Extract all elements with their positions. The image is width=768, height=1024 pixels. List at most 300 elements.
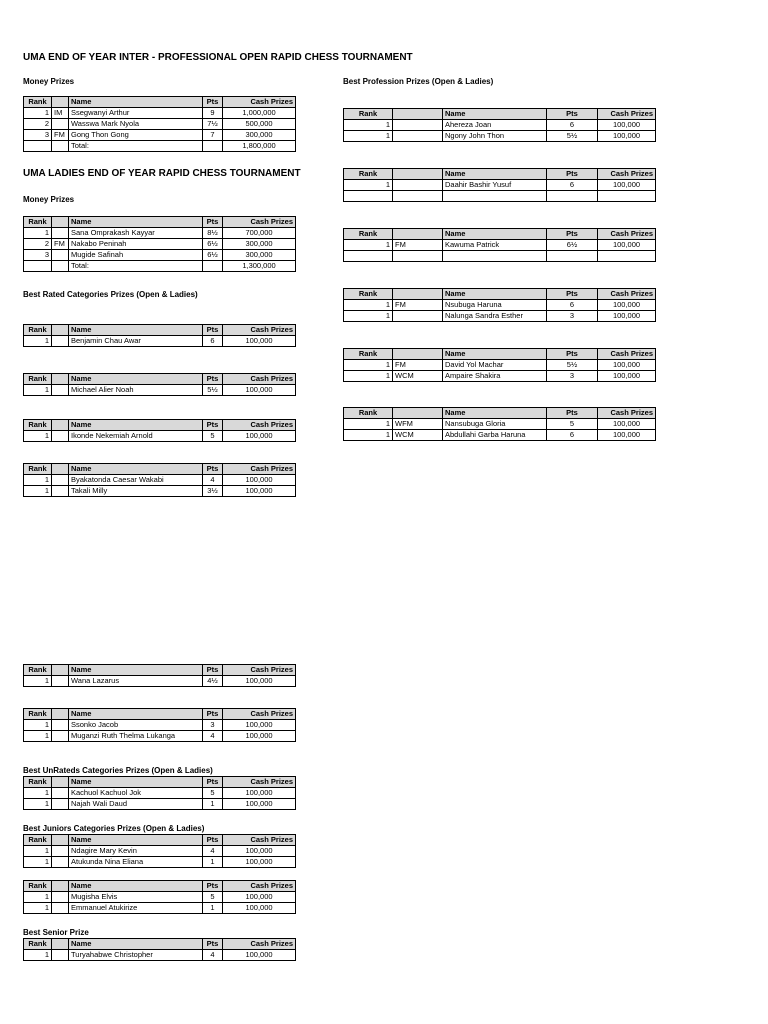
table-header-row <box>24 835 296 846</box>
header-title <box>52 325 69 336</box>
cell-rank: 3 <box>24 130 52 141</box>
cell-cash: 100,000 <box>223 731 296 742</box>
cell-rank: 1 <box>344 371 393 382</box>
table-row <box>24 676 296 687</box>
header-rank: Rank <box>24 464 52 475</box>
header-cash: Cash Prizes <box>223 881 296 892</box>
cell-pts <box>203 261 223 272</box>
cell-pts: 5 <box>203 892 223 903</box>
header-pts: Pts <box>203 97 223 108</box>
cell-cash <box>598 251 656 262</box>
cell-name: Wana Lazarus <box>69 676 203 687</box>
cell-rank: 1 <box>24 846 52 857</box>
header-name: Name <box>69 325 203 336</box>
header-cash: Cash Prizes <box>223 97 296 108</box>
header-rank: Rank <box>344 408 393 419</box>
cell-title <box>393 311 443 322</box>
cell-title <box>52 731 69 742</box>
cell-rank: 1 <box>24 720 52 731</box>
cell-rank: 1 <box>344 120 393 131</box>
header-name: Name <box>69 835 203 846</box>
cell-name: Turyahabwe Christopher <box>69 950 203 961</box>
cell-title <box>52 892 69 903</box>
cell-name: Najah Wali Daud <box>69 799 203 810</box>
cell-name: Nansubuga Gloria <box>443 419 547 430</box>
cell-title: FM <box>52 130 69 141</box>
cell-name: Nalunga Sandra Esther <box>443 311 547 322</box>
money-prizes-open-table <box>23 96 296 152</box>
cell-title <box>393 191 443 202</box>
table-header-row <box>24 374 296 385</box>
cell-name <box>443 191 547 202</box>
header-title <box>393 408 443 419</box>
cell-pts <box>547 191 598 202</box>
cell-cash: 100,000 <box>223 788 296 799</box>
cell-name: Mugide Safinah <box>69 250 203 261</box>
cell-title <box>52 486 69 497</box>
table-header-row <box>24 420 296 431</box>
cell-cash: 100,000 <box>598 180 656 191</box>
cell-name: Muganzi Ruth Thelma Lukanga <box>69 731 203 742</box>
cell-pts: 9 <box>203 108 223 119</box>
cell-cash: 100,000 <box>598 120 656 131</box>
cell-cash: 100,000 <box>223 903 296 914</box>
header-title <box>393 229 443 240</box>
table-header-row <box>24 97 296 108</box>
section-money-prizes-ladies: Money Prizes <box>23 195 75 204</box>
header-name: Name <box>69 881 203 892</box>
header-pts: Pts <box>547 289 598 300</box>
table-header-row <box>24 217 296 228</box>
table-row <box>24 336 296 347</box>
table-row <box>344 131 656 142</box>
cell-name: Kawuma Patrick <box>443 240 547 251</box>
cell-cash: 100,000 <box>223 676 296 687</box>
cell-rank: 1 <box>24 731 52 742</box>
header-title <box>52 420 69 431</box>
profession-table-5 <box>343 348 656 382</box>
cell-name: Abdullahi Garba Haruna <box>443 430 547 441</box>
cell-rank <box>24 141 52 152</box>
table-row <box>24 130 296 141</box>
header-pts: Pts <box>203 835 223 846</box>
header-rank: Rank <box>24 325 52 336</box>
header-pts: Pts <box>203 665 223 676</box>
cell-rank <box>344 191 393 202</box>
cell-cash: 300,000 <box>223 250 296 261</box>
cell-name: Ahereza Joan <box>443 120 547 131</box>
cell-rank: 1 <box>344 131 393 142</box>
cell-title: WCM <box>393 371 443 382</box>
header-title <box>52 97 69 108</box>
header-cash: Cash Prizes <box>598 109 656 120</box>
section-best-profession: Best Profession Prizes (Open & Ladies) <box>343 77 494 86</box>
cell-title <box>52 720 69 731</box>
cell-name: Gong Thon Gong <box>69 130 203 141</box>
profession-table-4 <box>343 288 656 322</box>
cell-rank: 1 <box>24 676 52 687</box>
cell-pts: 5 <box>203 788 223 799</box>
cell-pts: 4 <box>203 846 223 857</box>
cell-cash: 1,300,000 <box>223 261 296 272</box>
cell-name: Total: <box>69 261 203 272</box>
header-cash: Cash Prizes <box>598 169 656 180</box>
cell-pts: 6 <box>203 336 223 347</box>
cell-rank <box>24 261 52 272</box>
header-cash: Cash Prizes <box>598 349 656 360</box>
cell-rank: 1 <box>344 360 393 371</box>
cell-rank: 1 <box>24 857 52 868</box>
header-title <box>393 289 443 300</box>
table-row <box>24 846 296 857</box>
juniors-category-table-1 <box>23 834 296 868</box>
cell-name: Atukunda Nina Eliana <box>69 857 203 868</box>
cell-title <box>52 903 69 914</box>
cell-name: Ssegwanyi Arthur <box>69 108 203 119</box>
cell-cash: 100,000 <box>223 431 296 442</box>
table-row <box>344 430 656 441</box>
header-pts: Pts <box>203 420 223 431</box>
header-title <box>393 169 443 180</box>
cell-cash: 100,000 <box>598 430 656 441</box>
table-row <box>344 419 656 430</box>
header-rank: Rank <box>24 217 52 228</box>
cell-pts <box>203 141 223 152</box>
cell-rank: 1 <box>24 799 52 810</box>
cell-cash: 100,000 <box>223 799 296 810</box>
table-header-row <box>344 349 656 360</box>
header-title <box>52 374 69 385</box>
header-pts: Pts <box>203 777 223 788</box>
table-row <box>344 251 656 262</box>
cell-pts: 4 <box>203 731 223 742</box>
header-pts: Pts <box>203 939 223 950</box>
profession-table-2 <box>343 168 656 202</box>
cell-pts: 6½ <box>547 240 598 251</box>
header-rank: Rank <box>344 109 393 120</box>
header-name: Name <box>69 939 203 950</box>
header-pts: Pts <box>547 169 598 180</box>
cell-pts: 3 <box>203 720 223 731</box>
header-pts: Pts <box>547 229 598 240</box>
cell-name: Daahir Bashir Yusuf <box>443 180 547 191</box>
table-row <box>24 799 296 810</box>
header-cash: Cash Prizes <box>223 464 296 475</box>
cell-name: Takali Milly <box>69 486 203 497</box>
header-cash: Cash Prizes <box>598 289 656 300</box>
cell-pts: 3½ <box>203 486 223 497</box>
cell-title: WCM <box>393 430 443 441</box>
cell-title <box>52 799 69 810</box>
header-pts: Pts <box>203 709 223 720</box>
table-row <box>344 311 656 322</box>
table-header-row <box>24 777 296 788</box>
cell-cash: 100,000 <box>598 240 656 251</box>
header-title <box>52 217 69 228</box>
cell-cash: 100,000 <box>223 385 296 396</box>
cell-cash: 100,000 <box>598 300 656 311</box>
header-title <box>52 835 69 846</box>
cell-rank: 1 <box>344 240 393 251</box>
header-cash: Cash Prizes <box>223 420 296 431</box>
cell-cash: 100,000 <box>223 950 296 961</box>
header-rank: Rank <box>344 229 393 240</box>
cell-name: Wasswa Mark Nyola <box>69 119 203 130</box>
header-name: Name <box>69 709 203 720</box>
header-title <box>52 777 69 788</box>
header-cash: Cash Prizes <box>223 777 296 788</box>
cell-cash: 100,000 <box>223 846 296 857</box>
cell-title <box>393 251 443 262</box>
cell-title <box>52 385 69 396</box>
cell-name: Nsubuga Haruna <box>443 300 547 311</box>
header-rank: Rank <box>344 349 393 360</box>
senior-prize-table <box>23 938 296 961</box>
cell-name: Nakabo Peninah <box>69 239 203 250</box>
cell-pts: 3 <box>547 371 598 382</box>
header-name: Name <box>69 777 203 788</box>
cell-pts: 1 <box>203 799 223 810</box>
header-name: Name <box>69 665 203 676</box>
header-cash: Cash Prizes <box>598 229 656 240</box>
cell-title: FM <box>393 360 443 371</box>
header-cash: Cash Prizes <box>223 217 296 228</box>
rated-category-table-4 <box>23 463 296 497</box>
cell-title <box>52 431 69 442</box>
cell-pts: 1 <box>203 857 223 868</box>
cell-rank: 1 <box>24 788 52 799</box>
cell-cash: 100,000 <box>223 720 296 731</box>
cell-name: Emmanuel Atukirize <box>69 903 203 914</box>
header-pts: Pts <box>203 325 223 336</box>
table-header-row <box>344 169 656 180</box>
header-cash: Cash Prizes <box>223 939 296 950</box>
header-rank: Rank <box>24 374 52 385</box>
rated-category-table-3 <box>23 419 296 442</box>
profession-table-1 <box>343 108 656 142</box>
table-row <box>24 261 296 272</box>
cell-rank: 1 <box>24 108 52 119</box>
unrated-category-table <box>23 776 296 810</box>
header-title <box>393 109 443 120</box>
table-row <box>344 240 656 251</box>
table-row <box>344 300 656 311</box>
table-header-row <box>24 325 296 336</box>
cell-title: WFM <box>393 419 443 430</box>
profession-table-3 <box>343 228 656 262</box>
cell-name: Total: <box>69 141 203 152</box>
cell-rank: 1 <box>24 892 52 903</box>
cell-title <box>52 228 69 239</box>
cell-cash: 100,000 <box>598 311 656 322</box>
table-header-row <box>24 939 296 950</box>
header-pts: Pts <box>547 349 598 360</box>
cell-pts: 1 <box>203 903 223 914</box>
cell-rank: 1 <box>344 419 393 430</box>
cell-name <box>443 251 547 262</box>
cell-name: Benjamin Chau Awar <box>69 336 203 347</box>
cell-pts: 7½ <box>203 119 223 130</box>
cell-pts: 6½ <box>203 239 223 250</box>
cell-pts: 7 <box>203 130 223 141</box>
cell-title: FM <box>52 239 69 250</box>
cell-rank: 1 <box>24 431 52 442</box>
header-title <box>52 665 69 676</box>
table-row <box>24 239 296 250</box>
cell-name: Ampaire Shakira <box>443 371 547 382</box>
table-row <box>24 119 296 130</box>
cell-pts: 6 <box>547 120 598 131</box>
table-row <box>24 731 296 742</box>
table-header-row <box>24 464 296 475</box>
header-rank: Rank <box>24 665 52 676</box>
cell-cash: 100,000 <box>223 336 296 347</box>
table-row <box>344 360 656 371</box>
cell-title <box>52 336 69 347</box>
cell-pts: 5 <box>547 419 598 430</box>
page-title: UMA END OF YEAR INTER - PROFESSIONAL OPEN RAPID CHESS TOURNAMENT <box>23 52 413 63</box>
cell-title: FM <box>393 300 443 311</box>
cell-title <box>393 120 443 131</box>
cell-title <box>52 950 69 961</box>
cell-name: Ssonko Jacob <box>69 720 203 731</box>
cell-cash: 1,000,000 <box>223 108 296 119</box>
cell-title <box>52 846 69 857</box>
section-best-senior: Best Senior Prize <box>23 928 89 937</box>
cell-pts: 5½ <box>203 385 223 396</box>
header-title <box>52 939 69 950</box>
table-row <box>344 191 656 202</box>
header-pts: Pts <box>203 881 223 892</box>
cell-pts: 5½ <box>547 131 598 142</box>
cell-name: Mugisha Elvis <box>69 892 203 903</box>
header-name: Name <box>69 420 203 431</box>
cell-cash: 1,800,000 <box>223 141 296 152</box>
rated-category-table-2 <box>23 373 296 396</box>
profession-table-6 <box>343 407 656 441</box>
header-title <box>52 709 69 720</box>
cell-pts: 4 <box>203 950 223 961</box>
header-name: Name <box>443 349 547 360</box>
cell-cash <box>598 191 656 202</box>
table-row <box>24 788 296 799</box>
cell-pts: 8½ <box>203 228 223 239</box>
table-row <box>24 475 296 486</box>
table-header-row <box>344 408 656 419</box>
cell-cash: 100,000 <box>598 131 656 142</box>
header-rank: Rank <box>344 169 393 180</box>
cell-rank: 1 <box>24 336 52 347</box>
cell-name: Ndagire Mary Kevin <box>69 846 203 857</box>
header-name: Name <box>443 109 547 120</box>
cell-rank: 1 <box>24 228 52 239</box>
header-rank: Rank <box>24 939 52 950</box>
table-row <box>24 141 296 152</box>
table-row <box>344 371 656 382</box>
cell-cash: 300,000 <box>223 239 296 250</box>
header-name: Name <box>443 408 547 419</box>
cell-cash: 100,000 <box>223 475 296 486</box>
cell-pts: 5½ <box>547 360 598 371</box>
header-rank: Rank <box>24 835 52 846</box>
table-row <box>24 903 296 914</box>
rated-category-table-1 <box>23 324 296 347</box>
cell-cash: 100,000 <box>223 857 296 868</box>
cell-pts: 4½ <box>203 676 223 687</box>
header-rank: Rank <box>24 777 52 788</box>
table-row <box>24 228 296 239</box>
section-money-prizes-open: Money Prizes <box>23 77 75 86</box>
cell-cash: 500,000 <box>223 119 296 130</box>
cell-rank: 1 <box>24 950 52 961</box>
header-name: Name <box>69 464 203 475</box>
header-cash: Cash Prizes <box>223 709 296 720</box>
cell-title <box>52 857 69 868</box>
header-pts: Pts <box>203 217 223 228</box>
table-header-row <box>24 881 296 892</box>
juniors-category-table-2 <box>23 880 296 914</box>
cell-pts: 4 <box>203 475 223 486</box>
cell-pts: 3 <box>547 311 598 322</box>
table-row <box>24 250 296 261</box>
header-rank: Rank <box>24 420 52 431</box>
cell-title <box>393 180 443 191</box>
cell-title <box>52 250 69 261</box>
cell-pts: 6½ <box>203 250 223 261</box>
cell-pts: 6 <box>547 300 598 311</box>
cell-rank: 1 <box>24 475 52 486</box>
header-pts: Pts <box>547 109 598 120</box>
header-pts: Pts <box>203 374 223 385</box>
header-name: Name <box>69 97 203 108</box>
cell-pts: 5 <box>203 431 223 442</box>
header-name: Name <box>443 229 547 240</box>
cell-rank: 2 <box>24 239 52 250</box>
header-name: Name <box>443 289 547 300</box>
cell-rank: 1 <box>344 311 393 322</box>
header-cash: Cash Prizes <box>223 325 296 336</box>
cell-name: Sana Omprakash Kayyar <box>69 228 203 239</box>
header-cash: Cash Prizes <box>223 665 296 676</box>
money-prizes-ladies-table <box>23 216 296 272</box>
table-header-row <box>24 709 296 720</box>
header-name: Name <box>69 374 203 385</box>
ladies-title: UMA LADIES END OF YEAR RAPID CHESS TOURNAMENT <box>23 168 301 179</box>
table-header-row <box>24 665 296 676</box>
cell-rank: 1 <box>24 903 52 914</box>
cell-cash: 100,000 <box>598 360 656 371</box>
cell-cash: 700,000 <box>223 228 296 239</box>
table-header-row <box>344 229 656 240</box>
cell-pts <box>547 251 598 262</box>
cell-title <box>52 261 69 272</box>
cell-title <box>393 131 443 142</box>
cell-rank: 1 <box>344 300 393 311</box>
table-header-row <box>344 109 656 120</box>
cell-rank: 1 <box>344 430 393 441</box>
header-name: Name <box>69 217 203 228</box>
header-cash: Cash Prizes <box>223 374 296 385</box>
header-pts: Pts <box>203 464 223 475</box>
cell-rank <box>344 251 393 262</box>
cell-name: Kachuol Kachuol Jok <box>69 788 203 799</box>
cell-cash: 100,000 <box>598 371 656 382</box>
header-pts: Pts <box>547 408 598 419</box>
section-best-juniors: Best Juniors Categories Prizes (Open & Ladies) <box>23 824 205 833</box>
table-row <box>24 720 296 731</box>
table-header-row <box>344 289 656 300</box>
cell-cash: 100,000 <box>223 892 296 903</box>
